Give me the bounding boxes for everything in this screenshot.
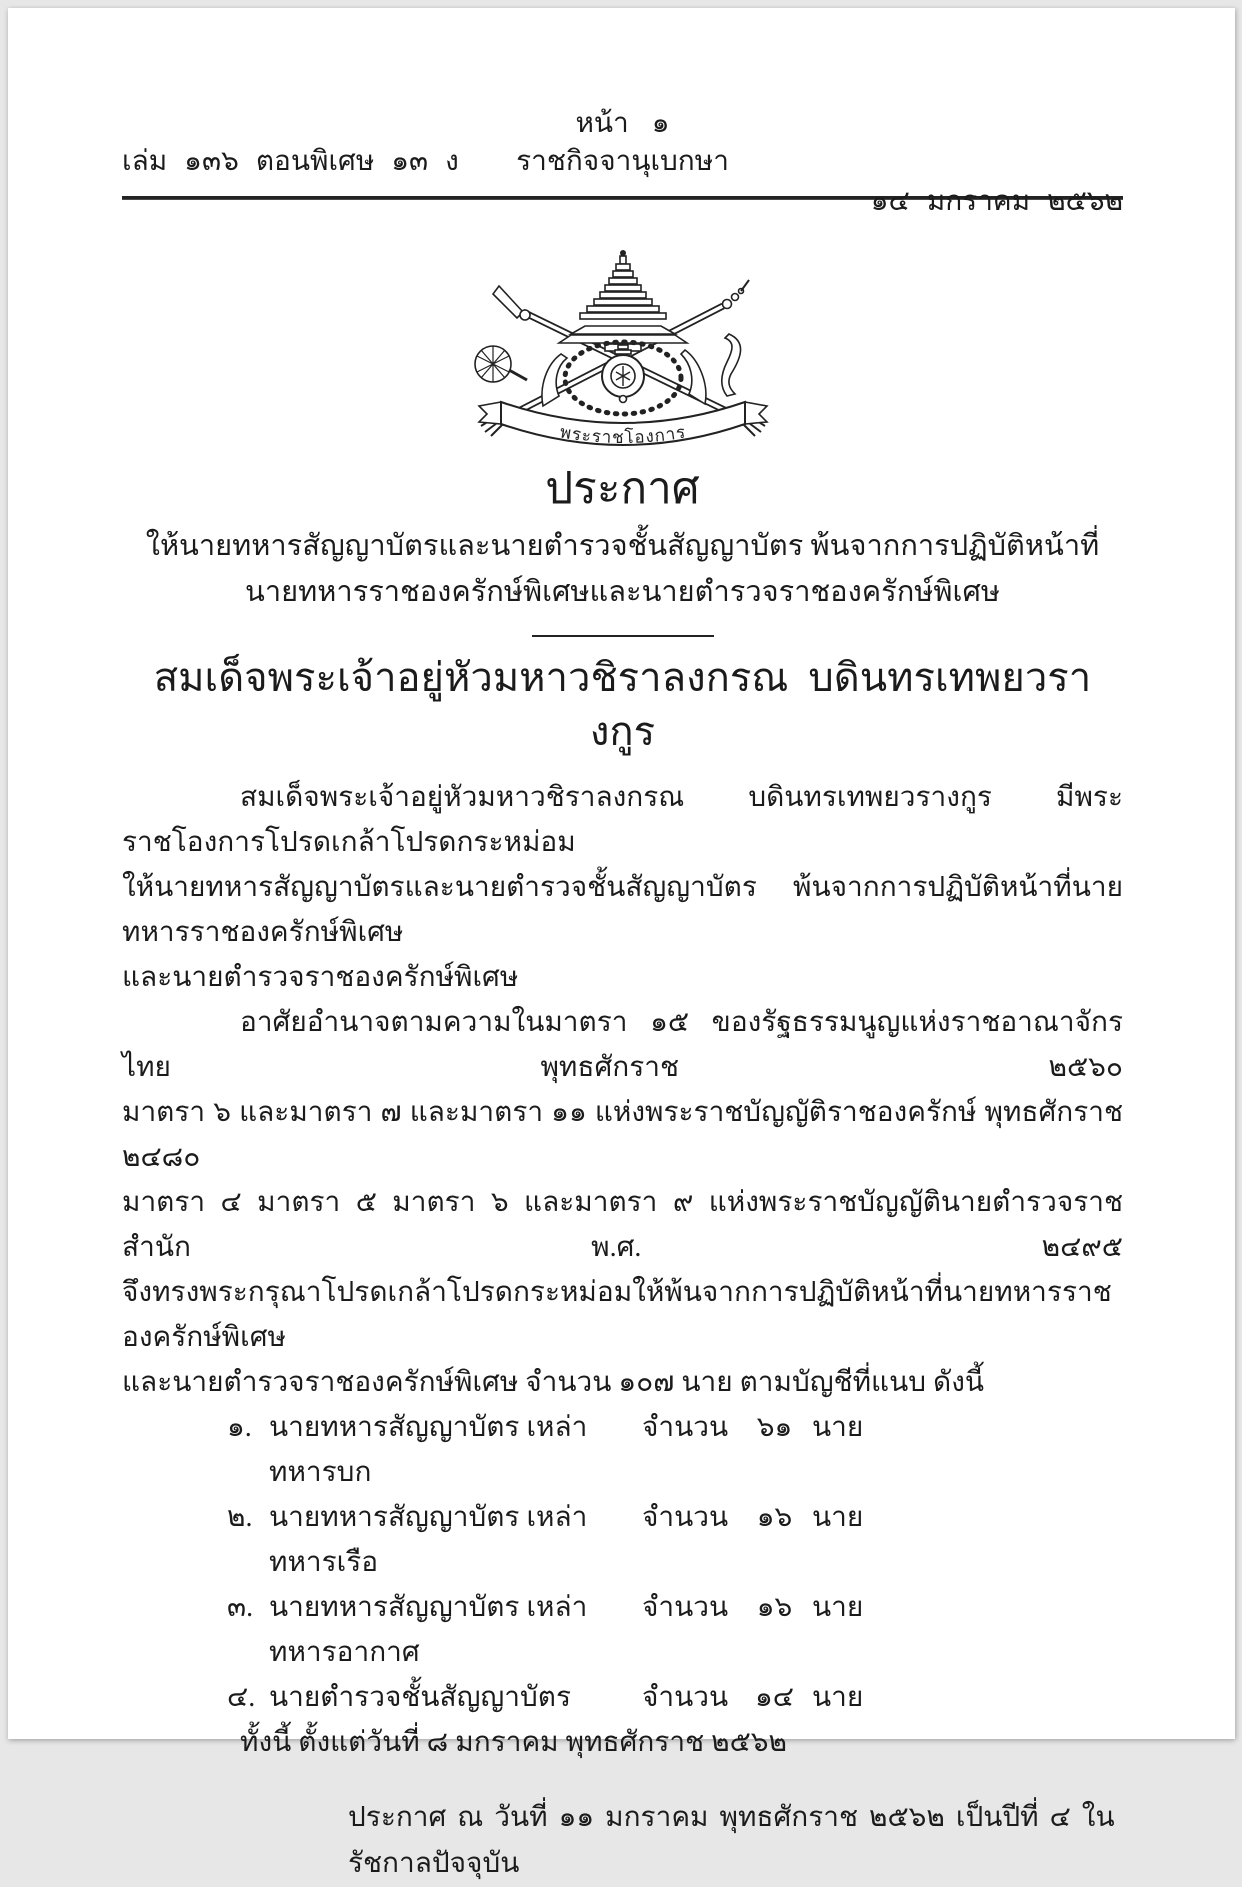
list-label: นายทหารสัญญาบัตร เหล่าทหารอากาศ bbox=[269, 1585, 642, 1675]
list-unit: นาย bbox=[812, 1495, 863, 1585]
header-gazette-name: ราชกิจจานุเบกษา bbox=[122, 142, 1123, 182]
count-list-row bbox=[227, 1675, 1123, 1720]
body-line: และนายตำรวจราชองครักษ์พิเศษ จำนวน ๑๐๗ นาย ตามบัญชีที่แนบ ดังนี้ bbox=[122, 1360, 1123, 1405]
royal-fan-icon bbox=[475, 346, 527, 382]
royal-title-heading: สมเด็จพระเจ้าอยู่หัวมหาวชิราลงกรณ บดินทรเทพยวรางกูร bbox=[122, 651, 1123, 759]
gazette-page bbox=[8, 8, 1235, 1739]
body-line: มาตรา ๖ และมาตรา ๗ และมาตรา ๑๑ แห่งพระราชบัญญัติราชองครักษ์ พุทธศักราช ๒๔๘๐ bbox=[122, 1090, 1123, 1180]
announcement-subtitle-line-1: ให้นายทหารสัญญาบัตรและนายตำรวจชั้นสัญญาบัตร พ้นจากการปฏิบัติหน้าที่ bbox=[122, 523, 1123, 569]
list-count-word: จำนวน bbox=[642, 1405, 737, 1495]
header-volume: เล่ม ๑๓๖ ตอนพิเศษ ๑๓ ง bbox=[122, 142, 459, 182]
spire-crown-icon bbox=[559, 250, 687, 351]
body-line: และนายตำรวจราชองครักษ์พิเศษ bbox=[122, 955, 1123, 1000]
promulgation-line: ประกาศ ณ วันที่ ๑๑ มกราคม พุทธศักราช ๒๕๖๒ เป็นปีที่ ๔ ในรัชกาลปัจจุบัน bbox=[348, 1795, 1123, 1887]
section-divider bbox=[532, 635, 714, 637]
list-unit: นาย bbox=[812, 1405, 863, 1495]
count-list-row bbox=[227, 1585, 1123, 1675]
body-line: จึงทรงพระกรุณาโปรดเกล้าโปรดกระหม่อมให้พ้นจากการปฏิบัติหน้าที่นายทหารราชองครักษ์พิเศษ bbox=[122, 1270, 1123, 1360]
list-count: ๑๔ bbox=[737, 1675, 812, 1720]
royal-command-emblem-icon bbox=[443, 246, 803, 451]
count-list-row bbox=[227, 1405, 1123, 1495]
list-unit: นาย bbox=[812, 1675, 863, 1720]
list-label: นายตำรวจชั้นสัญญาบัตร bbox=[269, 1675, 642, 1720]
list-count: ๑๖ bbox=[737, 1585, 812, 1675]
announcement-title: ประกาศ bbox=[122, 461, 1123, 517]
header-date: ๑๔ มกราคม ๒๕๖๒ bbox=[871, 182, 1123, 222]
emblem-banner-text: พระราชโองการ bbox=[558, 422, 687, 447]
announcement-subtitle-line-2: นายทหารราชองครักษ์พิเศษและนายตำรวจราชองครักษ์พิเศษ bbox=[122, 569, 1123, 615]
count-list bbox=[227, 1405, 1123, 1720]
effective-date-line: ทั้งนี้ ตั้งแต่วันที่ ๘ มกราคม พุทธศักราช ๒๕๖๒ bbox=[122, 1720, 1123, 1765]
body-text bbox=[122, 775, 1123, 1887]
list-no: ๑. bbox=[227, 1405, 269, 1495]
pennant-icon bbox=[721, 334, 740, 396]
page-number: หน้า ๑ bbox=[122, 106, 1123, 142]
list-no: ๒. bbox=[227, 1495, 269, 1585]
body-line: สมเด็จพระเจ้าอยู่หัวมหาวชิราลงกรณ บดินทรเทพยวรางกูร มีพระราชโองการโปรดเกล้าโปรดกระหม่อม bbox=[122, 775, 1123, 865]
list-count: ๖๑ bbox=[737, 1405, 812, 1495]
list-count-word: จำนวน bbox=[642, 1585, 737, 1675]
list-label: นายทหารสัญญาบัตร เหล่าทหารบก bbox=[269, 1405, 642, 1495]
list-count: ๑๖ bbox=[737, 1495, 812, 1585]
body-line: มาตรา ๔ มาตรา ๕ มาตรา ๖ และมาตรา ๙ แห่งพระราชบัญญัตินายตำรวจราชสำนัก พ.ศ. ๒๔๙๕ bbox=[122, 1180, 1123, 1270]
list-no: ๔. bbox=[227, 1675, 269, 1720]
gazette-header-row bbox=[122, 142, 1123, 182]
list-no: ๓. bbox=[227, 1585, 269, 1675]
list-unit: นาย bbox=[812, 1585, 863, 1675]
banner-ribbon-icon bbox=[479, 402, 767, 447]
count-list-row bbox=[227, 1495, 1123, 1585]
list-label: นายทหารสัญญาบัตร เหล่าทหารเรือ bbox=[269, 1495, 642, 1585]
body-line: ให้นายทหารสัญญาบัตรและนายตำรวจชั้นสัญญาบัตร พ้นจากการปฏิบัติหน้าที่นายทหารราชองครักษ์พิเศษ bbox=[122, 865, 1123, 955]
list-count-word: จำนวน bbox=[642, 1495, 737, 1585]
body-line: อาศัยอำนาจตามความในมาตรา ๑๕ ของรัฐธรรมนูญแห่งราชอาณาจักรไทย พุทธศักราช ๒๕๖๐ bbox=[122, 1000, 1123, 1090]
list-count-word: จำนวน bbox=[642, 1675, 737, 1720]
